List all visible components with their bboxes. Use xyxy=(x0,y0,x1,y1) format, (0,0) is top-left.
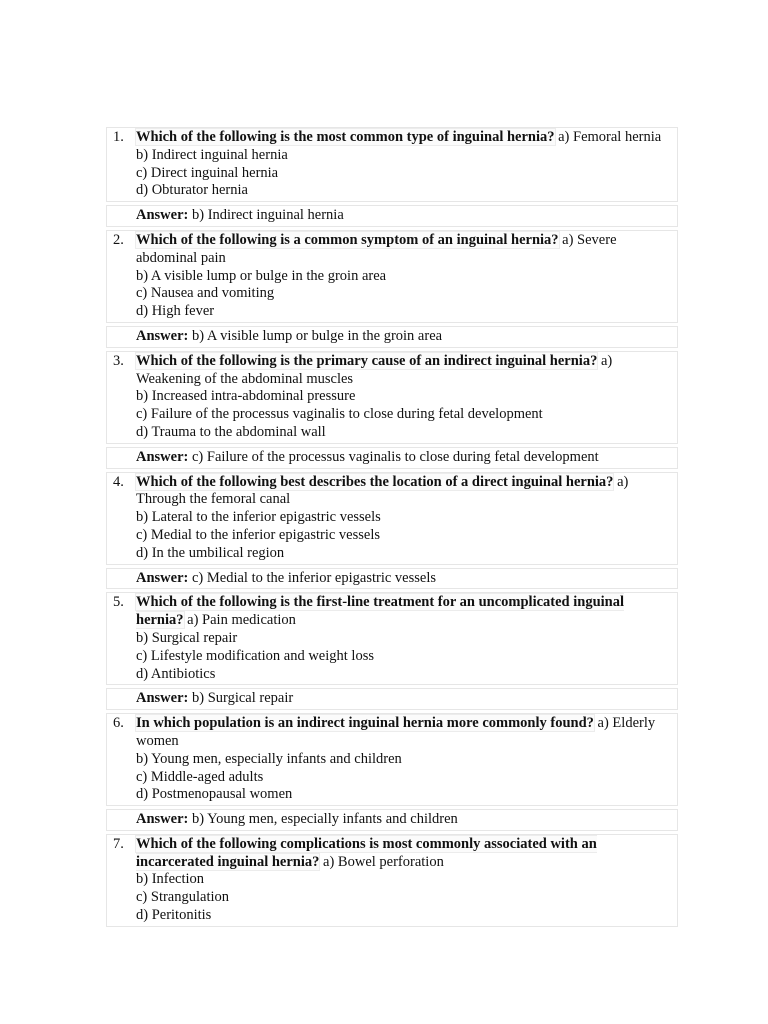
option-b: b) Indirect inguinal hernia xyxy=(136,146,288,163)
answer-block xyxy=(106,688,678,710)
option-a: a) Bowel perforation xyxy=(323,853,444,870)
answer-text: b) Surgical repair xyxy=(191,690,294,707)
question-block xyxy=(106,713,678,806)
option-a: a) Weakening of the abdominal muscles xyxy=(136,352,613,387)
option-c: c) Middle-aged adults xyxy=(136,768,264,785)
option-b: b) Surgical repair xyxy=(136,629,238,646)
question-text: Which of the following complications is most commonly associated with an incarcerated inguinal hernia? xyxy=(136,835,597,870)
answer-block xyxy=(106,809,678,831)
answer-label: Answer: xyxy=(136,327,189,344)
question-block xyxy=(106,592,678,685)
question-block xyxy=(106,834,678,927)
question-text: Which of the following is the first-line treatment for an uncomplicated inguinal hernia? xyxy=(136,594,625,629)
question-block xyxy=(106,230,678,323)
question-text: Which of the following is the most common type of inguinal hernia? xyxy=(136,129,555,145)
option-a: a) Elderly women xyxy=(136,715,656,749)
answer-label: Answer: xyxy=(136,207,189,224)
option-a: a) Through the femoral canal xyxy=(136,473,629,508)
answer-text: c) Medial to the inferior epigastric vessels xyxy=(191,569,436,586)
option-c: c) Medial to the inferior epigastric vessels xyxy=(136,526,381,543)
option-c: c) Nausea and vomiting xyxy=(136,285,275,302)
option-b: b) A visible lump or bulge in the groin area xyxy=(136,267,387,284)
option-a: a) Femoral hernia xyxy=(558,129,662,145)
option-d: d) Trauma to the abdominal wall xyxy=(136,423,326,440)
answer-block xyxy=(106,568,678,590)
option-d: d) Postmenopausal women xyxy=(136,786,293,803)
question-number: 3. xyxy=(113,352,124,369)
option-a: a) Severe abdominal pain xyxy=(136,231,617,266)
question-number: 5. xyxy=(113,594,124,611)
answer-block xyxy=(106,447,678,469)
option-d: d) High fever xyxy=(136,303,215,320)
option-b: b) Lateral to the inferior epigastric vessels xyxy=(136,509,381,526)
option-c: c) Strangulation xyxy=(136,889,230,906)
answer-text: c) Failure of the processus vaginalis to close during fetal development xyxy=(191,448,599,465)
answer-text: b) Indirect inguinal hernia xyxy=(191,207,344,224)
option-b: b) Infection xyxy=(136,871,205,888)
question-text: Which of the following best describes the location of a direct inguinal hernia? xyxy=(136,473,614,490)
option-d: d) In the umbilical region xyxy=(136,544,285,561)
question-number: 2. xyxy=(113,231,124,248)
answer-label: Answer: xyxy=(136,811,189,828)
option-c: c) Direct inguinal hernia xyxy=(136,164,279,181)
answer-block xyxy=(106,205,678,227)
question-text: In which population is an indirect inguinal hernia more commonly found? xyxy=(136,715,594,732)
answer-text: b) Young men, especially infants and children xyxy=(191,811,458,828)
option-c: c) Lifestyle modification and weight loss xyxy=(136,647,374,664)
option-d: d) Antibiotics xyxy=(136,665,216,682)
question-text: Which of the following is a common symptom of an inguinal hernia? xyxy=(136,231,559,248)
option-b: b) Young men, especially infants and children xyxy=(136,750,402,767)
question-block xyxy=(106,472,678,565)
question-block xyxy=(106,351,678,444)
option-d: d) Peritonitis xyxy=(136,907,212,924)
answer-label: Answer: xyxy=(136,448,189,465)
question-number: 1. xyxy=(113,129,124,145)
option-c: c) Failure of the processus vaginalis to close during fetal development xyxy=(136,406,543,423)
question-number: 7. xyxy=(113,835,124,852)
answer-text: b) A visible lump or bulge in the groin area xyxy=(191,327,443,344)
question-block xyxy=(106,127,678,202)
answer-label: Answer: xyxy=(136,690,189,707)
quiz-document xyxy=(106,127,678,930)
answer-label: Answer: xyxy=(136,569,189,586)
answer-block xyxy=(106,326,678,348)
option-a: a) Pain medication xyxy=(187,612,296,629)
question-number: 6. xyxy=(113,715,124,732)
option-b: b) Increased intra-abdominal pressure xyxy=(136,388,356,405)
question-text: Which of the following is the primary cause of an indirect inguinal hernia? xyxy=(136,352,598,369)
option-d: d) Obturator hernia xyxy=(136,182,248,199)
question-number: 4. xyxy=(113,473,124,490)
